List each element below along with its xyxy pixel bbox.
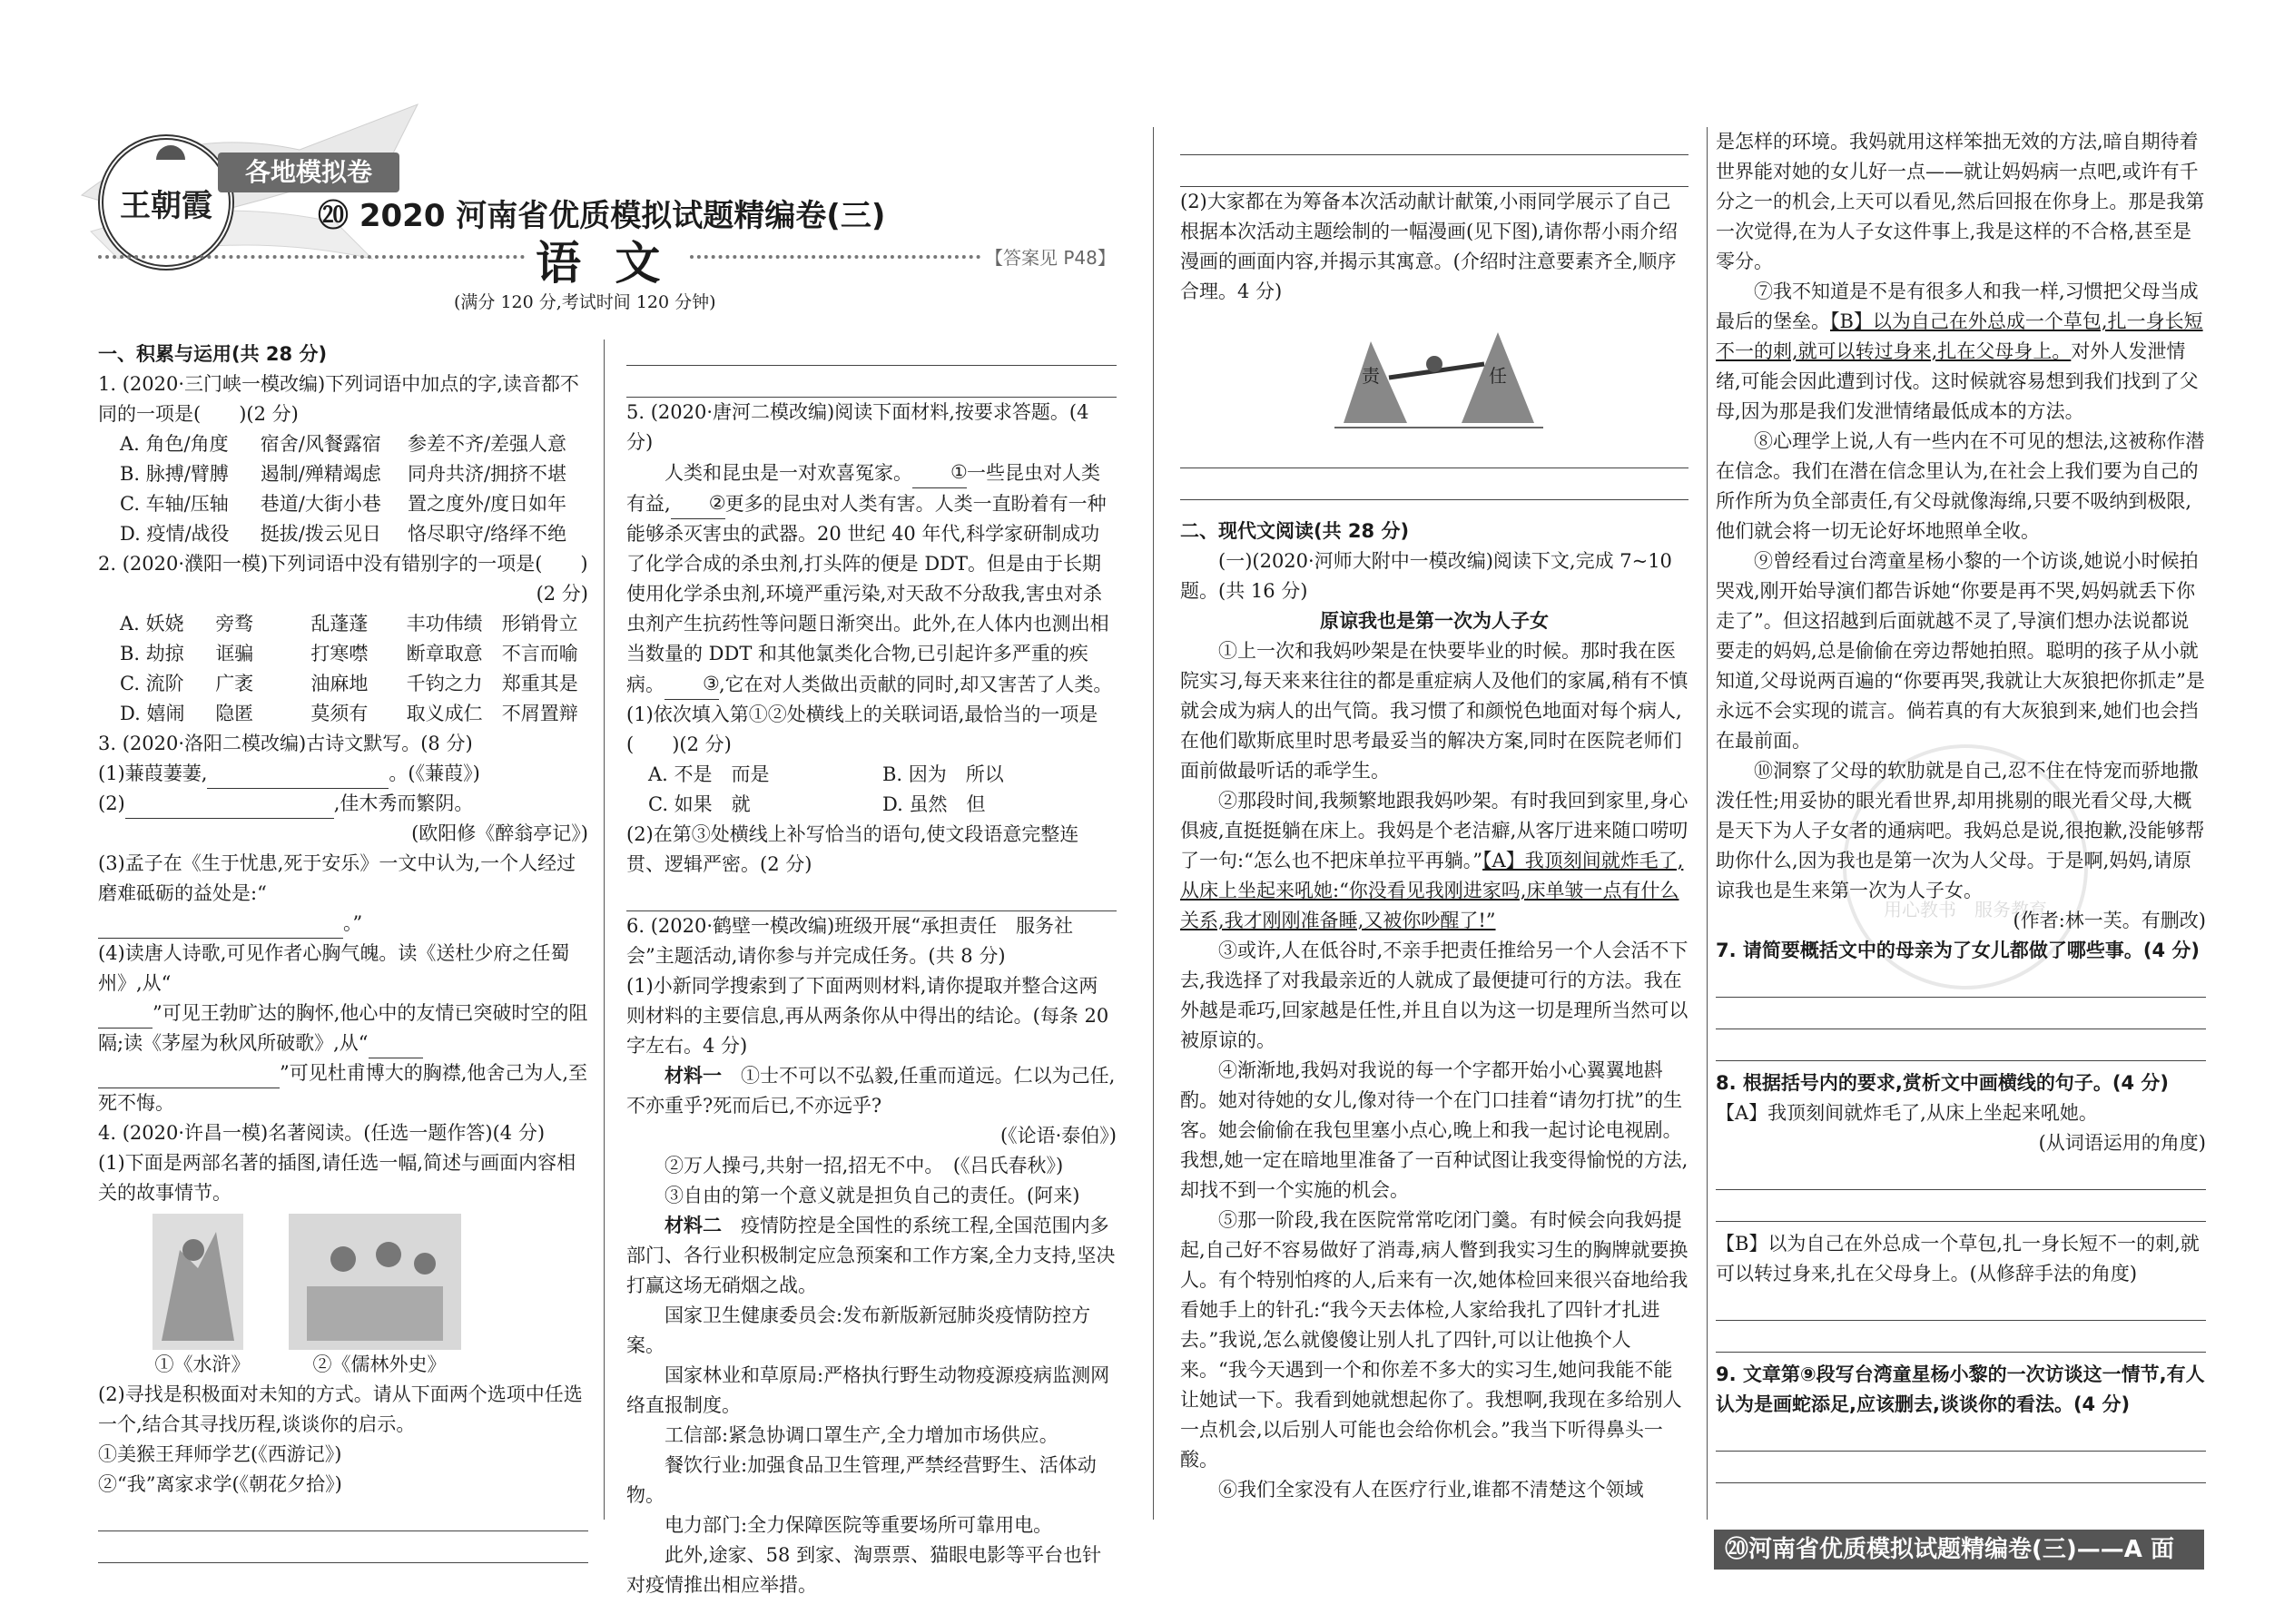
- column-divider: [604, 340, 605, 1520]
- column-divider: [1153, 127, 1154, 1520]
- answer-line[interactable]: [98, 1503, 588, 1531]
- illustration-1: [153, 1214, 252, 1380]
- footer-text: ⑳河南省优质模拟试题精编卷(三)——A 面: [1725, 1536, 2174, 1563]
- para-5: ⑤那一阶段,我在医院常常吃闭门羹。有时候会向我妈提起,自己好不容易做好了消毒,病人瞥到我实习生的胸牌就要换人。有个特别怕疼的人,后来有一次,她体检回来很兴奋地给我看她手上的针孔:“我今天去体检,人家给我扎了四针才扎进去。”我说,怎么就傻傻让别人扎了四针,可以让他换个人来。“我今天遇到一个和你差不多大的实习生,她问我能不能让她试一下。我看到她就想起你了。我想啊,我现在多给别人一点机会,以后别人可能也会给你机会。”我当下听得鼻头一酸。: [1180, 1209, 1689, 1471]
- title-rule-left: [98, 255, 525, 259]
- question-9: 9. 文章第⑨段写台湾童星杨小黎的一次访谈这一情节,有人认为是画蛇添足,应该删去,谈谈你的看法。(4 分): [1716, 1363, 2205, 1415]
- answer-line[interactable]: [1716, 1293, 2206, 1321]
- para-3: ③或许,人在低谷时,不亲手把责任推给另一个人会活不下去,我选择了对我最亲近的人就成了最便捷可行的方法。我在外越是乖巧,回家越是任性,并且自以为这一切是理所当然可以被原谅的。: [1180, 940, 1689, 1051]
- q5-options: [648, 760, 1117, 820]
- q3-text: (2): [98, 792, 125, 814]
- q3-item-4-mid: [98, 999, 588, 1058]
- illustration-2: [289, 1214, 470, 1380]
- q4-option-a: ①美猴王拜师学艺(《西游记》): [98, 1443, 342, 1465]
- q5-text: 一些昆虫对人类有益,: [626, 462, 1100, 515]
- q2-option: 取义成仁: [406, 703, 483, 724]
- q5-option: D. 虽然 但: [882, 793, 986, 815]
- para-4: ④渐渐地,我妈对我说的每一个字都开始小心翼翼地斟酌。她对待她的女儿,像对待一个在门口挂着“请勿打扰”的生客。她会偷偷在我包里塞小点心,晚上和我一起讨论电视剧。我想,她一定在暗地里准备了一百种试图让我变得愉悦的方法,却找不到一个实施的机会。: [1180, 1059, 1689, 1201]
- q2-option: A. 妖娆: [120, 613, 184, 635]
- q3-text: (1)蒹葭萋萋,: [98, 763, 208, 784]
- paper-number: ⑳: [318, 198, 349, 234]
- blank-2: ②: [671, 488, 725, 519]
- q8-item-b: 【B】以为自己在外总成一个草包,扎一身长短不一的刺,就可以转过身来,扎在父母身上。(从修辞手法的角度): [1716, 1233, 2200, 1284]
- material-1c: ③自由的第一个意义就是担负自己的责任。(阿来): [665, 1185, 1080, 1206]
- q3-text: ,佳木秀而繁阴。: [333, 792, 474, 814]
- column-2: [626, 338, 1117, 1600]
- q1-option: 挺拔/拨云见日: [260, 523, 381, 545]
- para-text: 对外人发泄情绪,可能会因此遭到讨伐。这时候就容易想到我们找到了父母,因为那是我们发泄情绪最低成本的方法。: [1716, 340, 2199, 422]
- question-1: 1. (2020·三门峡一模改编)下列词语中加点的字,读音都不同的一项是( )(2 分): [98, 373, 579, 425]
- q1-option: 置之度外/度日如年: [407, 493, 567, 515]
- column-1: [98, 340, 588, 1563]
- q1-options: [120, 429, 588, 549]
- q2-option: 诓骗: [215, 643, 254, 664]
- section-2-heading: 二、现代文阅读(共 28 分): [1180, 520, 1410, 542]
- answer-line[interactable]: [1716, 1162, 2206, 1190]
- q3-source: (欧阳修《醉翁亭记》): [411, 822, 588, 844]
- material-2g: 此外,途家、58 到家、淘票票、猫眼电影等平台也针对疫情推出相应举措。: [626, 1544, 1102, 1596]
- q5-option: B. 因为 所以: [882, 763, 1004, 785]
- banner-text: 各地模拟卷: [244, 157, 372, 187]
- para-1: ①上一次和我妈吵架是在快要毕业的时候。那时我在医院实习,每天来来往往的都是重症病人及他们的家属,稍有不慎就会成为病人的出气筒。我习惯了和颜悦色地面对每个病人,在他们歇斯底里时思考最妥当的解决方案,同时在医院老师们面前做最听话的乖学生。: [1180, 640, 1689, 782]
- q5-option: C. 如果 就: [648, 793, 751, 815]
- q2-option: 千钧之力: [406, 673, 483, 694]
- q5-passage: [626, 458, 1117, 700]
- answer-line[interactable]: [626, 369, 1117, 398]
- para-6: ⑥我们全家没有人在医疗行业,谁都不清楚这个领域: [1218, 1479, 1644, 1501]
- q1-option: D. 疫情/战役: [120, 523, 230, 545]
- material-text: ②万人操弓,共射一招,招无不中。: [665, 1155, 934, 1176]
- answer-line[interactable]: [1716, 1194, 2206, 1222]
- q2-option: 不屑置辩: [501, 703, 578, 724]
- para-9: ⑨曾经看过台湾童星杨小黎的一个访谈,她说小时候拍哭戏,刚开始导演们都告诉她“你要是再不哭,妈妈就丢下你走了”。但这招越到后面就越不灵了,导演们想办法说都说要走的妈妈,总是偷偷在旁边帮她拍照。聪明的孩子从小就知道,父母说两百遍的“你要再哭,我就让大灰狼把你抓走”是永远不会实现的谎言。倘若真的有大灰狼到来,她们也会挡在最前面。: [1716, 550, 2205, 752]
- q2-option: 丰功伟绩: [406, 613, 483, 635]
- q5-part-2: (2)在第③处横线上补写恰当的语句,使文段语意完整连贯、逻辑严密。(2 分): [626, 823, 1079, 875]
- material-2d: 工信部:紧急协调口罩生产,全力增加市场供应。: [665, 1424, 1058, 1446]
- illustration-1-caption: ①《水浒》: [154, 1353, 251, 1375]
- header: [0, 0, 1180, 327]
- illustrations: [153, 1214, 588, 1380]
- paper-title: 2020 河南省优质模拟试题精编卷(三): [359, 198, 886, 234]
- answer-ref: 【答案见 P48】: [985, 247, 1116, 269]
- q2-score: (2 分): [536, 583, 588, 605]
- material-2e: 餐饮行业:加强食品卫生管理,严禁经营野生、活体动物。: [626, 1454, 1097, 1506]
- material-text: 疫情防控是全国性的系统工程,全国范围内多部门、各行业积极制定应急预案和工作方案,全力支持,坚决打赢这场无硝烟之战。: [626, 1215, 1116, 1296]
- rulin-illustration: [289, 1214, 461, 1350]
- material-source: (《吕氏春秋》): [952, 1155, 1064, 1176]
- question-5: 5. (2020·唐河二模改编)阅读下面材料,按要求答题。(4 分): [626, 401, 1089, 453]
- q5-text: ,它在对人类做出贡献的同时,却又害苦了人类。: [719, 674, 1113, 695]
- answer-line[interactable]: [1716, 969, 2206, 998]
- answer-line[interactable]: [1180, 127, 1689, 155]
- question-4: 4. (2020·许昌一模)名著阅读。(任选一题作答)(4 分): [98, 1122, 546, 1144]
- q2-option: 打寒噤: [310, 643, 369, 664]
- para-10: ⑩洞察了父母的软肋就是自己,忍不住在恃宠而骄地撒泼任性;用妥协的眼光看世界,却用挑剔的眼光看父母,大概是天下为人子女者的通病吧。我妈总是说,很抱歉,没能够帮助你什么,因为我也是第一次为人父母。于是啊,妈妈,请原谅我也是生来第一次为人子女。: [1716, 760, 2205, 901]
- q2-option: B. 劫掠: [120, 643, 184, 664]
- material-1-label: 材料一: [665, 1065, 722, 1087]
- crown-icon: [156, 145, 185, 160]
- q6-part-1: (1)小新同学搜索到了下面两则材料,请你提取并整合这两则材料的主要信息,再从两条你从中得出的结论。(每条 20 字左右。4 分): [626, 975, 1109, 1057]
- q2-option: 广袤: [215, 673, 254, 694]
- q1-option: 参差不齐/差强人意: [407, 433, 567, 455]
- q2-option: 不言而喻: [501, 643, 578, 664]
- section-1-heading: 一、积累与运用(共 28 分): [98, 343, 328, 365]
- cartoon-label-b: 任: [1489, 365, 1507, 387]
- q2-options: [120, 609, 588, 729]
- q1-option: 同舟共济/拥挤不堪: [407, 463, 567, 485]
- q1-option: A. 角色/角度: [120, 433, 229, 455]
- material-1b: [626, 1151, 1117, 1181]
- q4-part-2: (2)寻找是积极面对未知的方式。请从下面两个选项中任选一个,结合其寻找历程,谈谈你的启示。: [98, 1383, 583, 1435]
- q5-option: A. 不是 而是: [648, 763, 770, 785]
- illustration-2-caption: ②《儒林外史》: [312, 1353, 447, 1375]
- q1-option: C. 车轴/压轴: [120, 493, 229, 515]
- q2-option: C. 流阶: [120, 673, 184, 694]
- q3-item-3: (3)孟子在《生于忧患,死于安乐》一文中认为,一个人经过磨难砥砺的益处是:“: [98, 852, 576, 904]
- banner: [218, 153, 399, 192]
- q2-option: 旁骛: [215, 613, 254, 635]
- answer-line[interactable]: [626, 883, 1117, 911]
- column-divider: [1707, 127, 1708, 1520]
- q2-option: 莫须有: [310, 703, 369, 724]
- material-2-label: 材料二: [665, 1215, 722, 1236]
- q2-option: 断章取意: [406, 643, 483, 664]
- answer-blank[interactable]: [98, 1028, 153, 1029]
- logo-text: 王朝霞: [120, 187, 212, 224]
- para-8: ⑧心理学上说,人有一些内在不可见的想法,这被称作潜在信念。我们在潜在信念里认为,在社会上我们要为自己的所作所为负全部责任,有父母就像海绵,只要不吸纳到极限,他们就会将一切无论好坏地照单全收。: [1716, 430, 2205, 542]
- cartoon: [1334, 314, 1689, 437]
- para-text: ⑦我不知道是不是有很多人和我一样,习惯把父母当成最后的堡垒。: [1716, 281, 2199, 332]
- question-2: 2. (2020·濮阳一模)下列词语中没有错别字的一项是( ): [98, 553, 588, 575]
- q5-part-1: (1)依次填入第①②处横线上的关联词语,最恰当的一项是( )(2 分): [626, 704, 1098, 755]
- q8-item-a: 【A】我顶刻间就炸毛了,从床上坐起来吼她。: [1716, 1102, 2098, 1124]
- para-7: [1716, 277, 2206, 427]
- exam-meta: (满分 120 分,考试时间 120 分钟): [454, 292, 716, 312]
- q3-item-4: (4)读唐人诗歌,可见作者心胸气魄。读《送杜少府之任蜀州》,从“: [98, 942, 570, 994]
- q2-option: 油麻地: [310, 673, 369, 694]
- cartoon-drawing: [1334, 314, 1543, 437]
- answer-line[interactable]: [626, 338, 1117, 366]
- answer-line[interactable]: [1716, 1033, 2206, 1061]
- article-source: (作者:林一芙。有删改): [2013, 910, 2206, 931]
- footer-bar: [1714, 1530, 2204, 1570]
- material-2b: 国家卫生健康委员会:发布新版新冠肺炎疫情防控方案。: [626, 1304, 1091, 1356]
- q1-option: 遏制/殚精竭虑: [260, 463, 381, 485]
- column-3: [1180, 127, 1689, 1505]
- material-text: ①士不可以不弘毅,任重而道远。仁以为己任,不亦重乎?死而后已,不亦远乎?: [626, 1065, 1116, 1117]
- question-6: 6. (2020·鹤壁一模改编)班级开展“承担责任 服务社会”主题活动,请你参与并完成任务。(共 8 分): [626, 915, 1073, 967]
- q2-option: 乱蓬蓬: [310, 613, 369, 635]
- answer-line[interactable]: [1716, 1324, 2206, 1353]
- answer-line[interactable]: [1180, 440, 1689, 468]
- underlined-sentence-b: 【B】以为自己在外总成一个草包,扎一身长短不一的刺,就可以转过身来,扎在父母身上。: [1716, 310, 2203, 362]
- blank-3: ③: [665, 669, 719, 700]
- material-2f: 电力部门:全力保障医院等重要场所可靠用电。: [665, 1514, 1053, 1536]
- q2-option: 郑重其是: [501, 673, 578, 694]
- watermark-text: 用心教书 服务教育: [1884, 898, 2047, 920]
- answer-line[interactable]: [1180, 159, 1689, 187]
- q3-item-1: [98, 759, 588, 789]
- q3-text: ”可见杜甫博大的胸襟,他舍己为人,至死不悔。: [98, 1062, 588, 1114]
- material-2c: 国家林业和草原局:严格执行野生动物疫源疫病监测网络直报制度。: [626, 1364, 1110, 1416]
- q1-option: B. 脉搏/臂膊: [120, 463, 229, 485]
- q5-text: 人类和昆虫是一对欢喜冤家。: [665, 462, 912, 484]
- question-8: 8. 根据括号内的要求,赏析文中画横线的句子。(4 分): [1716, 1072, 2169, 1094]
- para-2: [1180, 786, 1689, 936]
- q4-part-1: (1)下面是两部名著的插图,请任选一幅,简述与画面内容相关的故事情节。: [98, 1152, 576, 1204]
- q2-option: D. 嬉闹: [120, 703, 185, 724]
- material-2a: [626, 1211, 1117, 1301]
- blank-1: ①: [912, 458, 967, 488]
- cartoon-label-a: 责: [1362, 365, 1380, 387]
- part-1-intro: (一)(2020·河师大附中一模改编)阅读下文,完成 7~10 题。(共 16 分): [1180, 550, 1672, 602]
- q3-text: 。(《蒹葭》): [389, 763, 480, 784]
- material-1a: [626, 1061, 1117, 1121]
- answer-blank[interactable]: [125, 818, 334, 819]
- material-1a-source: (《论语·泰伯》): [999, 1125, 1117, 1147]
- q3-item-3-blank: [98, 909, 588, 939]
- answer-line[interactable]: [98, 1535, 588, 1563]
- q1-option: 恪尽职守/络绎不绝: [407, 523, 567, 545]
- q2-option: 形销骨立: [501, 613, 578, 635]
- answer-line[interactable]: [1180, 472, 1689, 500]
- q1-option: 巷道/大街小巷: [260, 493, 381, 515]
- q4-option-b: ②“我”离家求学(《朝花夕拾》): [98, 1473, 342, 1495]
- q6-part-2: (2)大家都在为筹备本次活动献计献策,小雨同学展示了自己根据本次活动主题绘制的一幅漫画(见下图),请你帮小雨介绍漫画的画面内容,并揭示其寓意。(介绍时注意要素齐全,顺序合理。4 分): [1180, 191, 1679, 302]
- question-7: 7. 请简要概括文中的母亲为了女儿都做了哪些事。(4 分): [1716, 940, 2200, 961]
- subject-title: 语 文: [536, 237, 670, 290]
- q8-item-a-req: (从词语运用的角度): [2038, 1132, 2206, 1154]
- q3-item-4-end: [98, 1058, 588, 1118]
- q3-item-2: [98, 789, 588, 819]
- answer-line[interactable]: [1716, 1001, 2206, 1029]
- article-title: 原谅我也是第一次为人子女: [1320, 610, 1549, 632]
- title-rule-right: [690, 255, 980, 259]
- column-4: [1716, 127, 2206, 1483]
- q3-text: 。”: [343, 912, 363, 934]
- underlined-sentence-a: 【A】我顶刻间就炸毛了,从床上坐起来吼她:“你没看见我刚进家吗,床单皱一点有什么关系,我才刚刚准备睡,又被你吵醒了!”: [1180, 850, 1684, 931]
- q5-text: 更多的昆虫对人类有害。人类一直盼着有一种能够杀灭害虫的武器。20 世纪 40 年代,科学家研制成功了化学合成的杀虫剂,打头阵的便是 DDT。但是由于长期使用化学杀虫剂,环境严重污染,对天敌不分敌我,害虫对杀虫剂产生抗药性等问题日渐突出。此外,在人体内也测出相当数量的 DDT 和其他氯类化合物,已引起许多严重的疾病。: [626, 493, 1109, 695]
- para-text: ②那段时间,我频繁地跟我妈吵架。有时我回到家里,身心俱疲,直挺挺躺在床上。我妈是个老洁癖,从客厅进来随口唠叨了一句:“怎么也不把床单拉平再躺。”: [1180, 790, 1689, 871]
- q2-option: 隐匿: [215, 703, 254, 724]
- answer-line[interactable]: [1716, 1455, 2206, 1483]
- logo-badge: [98, 134, 234, 271]
- question-3: 3. (2020·洛阳二模改编)古诗文默写。(8 分): [98, 733, 473, 754]
- shuihu-illustration: [153, 1214, 243, 1350]
- q1-option: 宿舍/风餐露宿: [260, 433, 381, 455]
- para-6-cont: 是怎样的环境。我妈就用这样笨拙无效的方法,暗自期待着世界能对她的女儿好一点——就让妈妈病一点吧,或许有千分之一的机会,上天可以看见,然后回报在你身上。那是我第一次觉得,在为人子女这件事上,我是这样的不合格,甚至是零分。: [1716, 131, 2205, 272]
- q3-text: ”可见王勃旷达的胸怀,他心中的友情已突破时空的阻隔;读《茅屋为秋风所破歌》,从“: [98, 1002, 588, 1054]
- answer-line[interactable]: [1716, 1423, 2206, 1452]
